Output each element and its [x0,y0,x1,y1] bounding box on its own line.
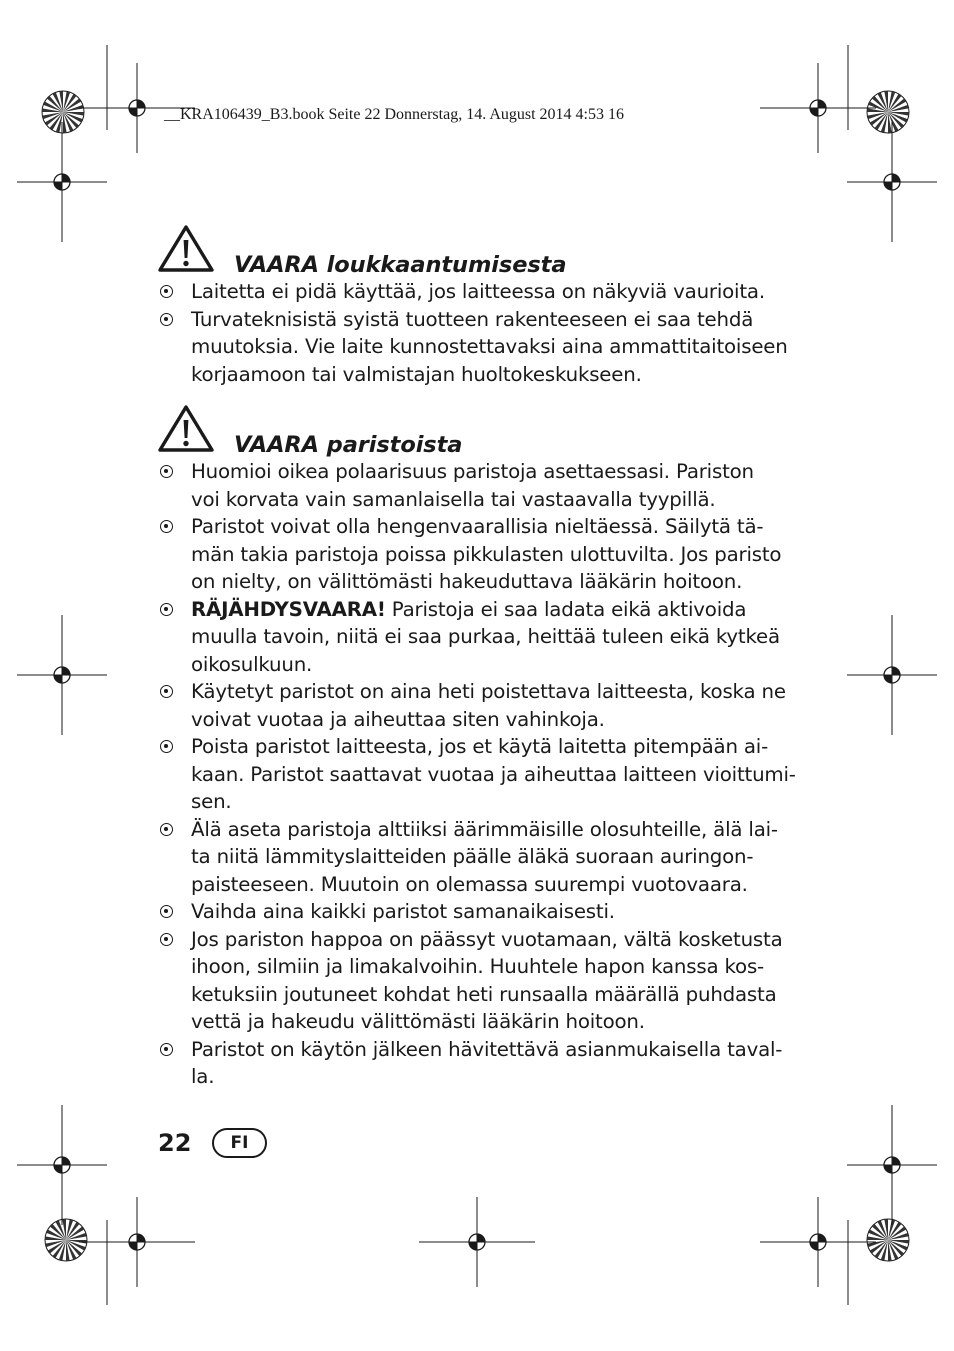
item-line: muulla tavoin, niitä ei saa purkaa, heittää tuleen eikä kytkeä [191,625,780,648]
bullet-icon [160,285,173,298]
item-line: Vaihda aina kaikki paristot samanaikaisesti. [191,900,615,923]
item-line: oikosulkuun. [191,652,313,676]
bullet-icon [160,603,173,616]
item-line: voi korvata vain samanlaisella tai vastaavalla tyypillä. [191,487,716,511]
crosshair-mark-icon [847,615,937,735]
warning-list [156,458,796,1091]
item-line: muutoksia. Vie laite kunnostettavaksi aina ammattitaitoiseen [191,335,788,358]
section-heading: VAARA loukkaantumisesta [234,252,567,278]
item-line: Älä aseta paristoja alttiiksi äärimmäisille olosuhteille, älä lai- [191,817,778,841]
list-item [156,678,796,733]
list-item [156,458,796,513]
bullet-icon [160,685,173,698]
item-line: Poista paristot laitteesta, jos et käytä laitetta pitempään ai- [191,735,769,758]
item-line: kaan. Paristot saattavat vuotaa ja aiheuttaa laitteen vioittumi- [191,762,796,786]
warning-triangle-icon [158,404,214,454]
bullet-icon [160,823,173,836]
bullet-icon [160,740,173,753]
list-item [156,513,796,596]
item-line: ihoon, silmiin ja limakalvoihin. Huuhtele hapon kanssa kos- [191,955,764,978]
section-heading: VAARA paristoista [234,432,463,458]
crosshair-mark-icon [17,122,107,242]
item-line: vettä ja hakeudu välittömästi lääkärin hoitoon. [191,1010,645,1033]
language-badge: FI [212,1128,267,1158]
item-line: on nielty, on välittömästi hakeuduttava lääkärin hoitoon. [191,570,743,593]
crosshair-mark-icon [760,1197,876,1287]
item-line: Huomioi oikea polaarisuus paristoja asettaessasi. Pariston [191,460,754,483]
item-line: ketuksiin joutuneet kohdat heti runsaalla määrällä puhdasta [191,982,777,1006]
item-line: Käytetyt paristot on aina heti poistettava laitteesta, koska ne [191,680,786,703]
crosshair-mark-icon [847,122,937,242]
bullet-icon [160,465,173,478]
item-line: Turvateknisistä syistä tuotteen rakenteeseen ei saa tehdä [191,307,754,331]
star-target-mark-icon [867,91,909,133]
item-line: Paristot voivat olla hengenvaarallisia nieltäessä. Säilytä tä- [191,515,764,538]
list-item [156,278,796,306]
item-line: la. [191,1065,215,1088]
bullet-icon [160,905,173,918]
list-item [156,596,796,679]
item-lead: RÄJÄHDYSVAARA! [191,597,386,621]
star-target-mark-icon [45,1219,87,1261]
item-line [191,596,796,624]
list-item [156,926,796,1036]
list-item [156,1036,796,1091]
item-line: Jos pariston happoa on päässyt vuotamaan, vältä kosketusta [191,927,783,951]
item-line: män takia paristoja poissa pikkulasten ulottuvilta. Jos paristo [191,542,782,566]
warning-triangle-icon [158,224,214,274]
item-line: paisteeseen. Muutoin on olemassa suurempi vuotovaara. [191,872,748,896]
crosshair-mark-icon [79,1197,195,1287]
item-line: Paristot on käytön jälkeen hävitettävä asianmukaisella taval- [191,1037,783,1061]
item-line: Laitetta ei pidä käyttää, jos laitteessa on näkyviä vaurioita. [191,280,765,303]
item-line: korjaamoon tai valmistajan huoltokeskukseen. [191,362,642,386]
item-line: sen. [191,790,232,813]
list-item [156,898,796,926]
bullet-icon [160,1043,173,1056]
warning-section-batteries [156,404,796,1091]
print-slug: __KRA106439_B3.book Seite 22 Donnerstag, 14. August 2014 4:53 16 [164,106,624,123]
star-target-mark-icon [867,1219,909,1261]
warning-section-injury [156,224,796,388]
crosshair-mark-icon [847,1105,937,1225]
list-item [156,816,796,899]
crosshair-mark-icon [760,63,876,153]
bullet-icon [160,520,173,533]
crosshair-mark-icon [17,615,107,735]
item-line: ta niitä lämmityslaitteiden päälle äläkä suoraan auringon- [191,845,754,868]
crosshair-mark-icon [17,1105,107,1225]
page-number: 22 [158,1129,192,1157]
item-line-text: Paristoja ei saa ladata eikä aktivoida [385,597,747,621]
bullet-icon [160,313,173,326]
list-item [156,306,796,389]
bullet-icon [160,933,173,946]
crosshair-mark-icon [79,63,195,153]
star-target-mark-icon [42,91,84,133]
list-item [156,733,796,816]
warning-list [156,278,796,388]
crosshair-mark-icon [419,1197,535,1287]
item-line: voivat vuotaa ja aiheuttaa siten vahinkoja. [191,707,605,731]
